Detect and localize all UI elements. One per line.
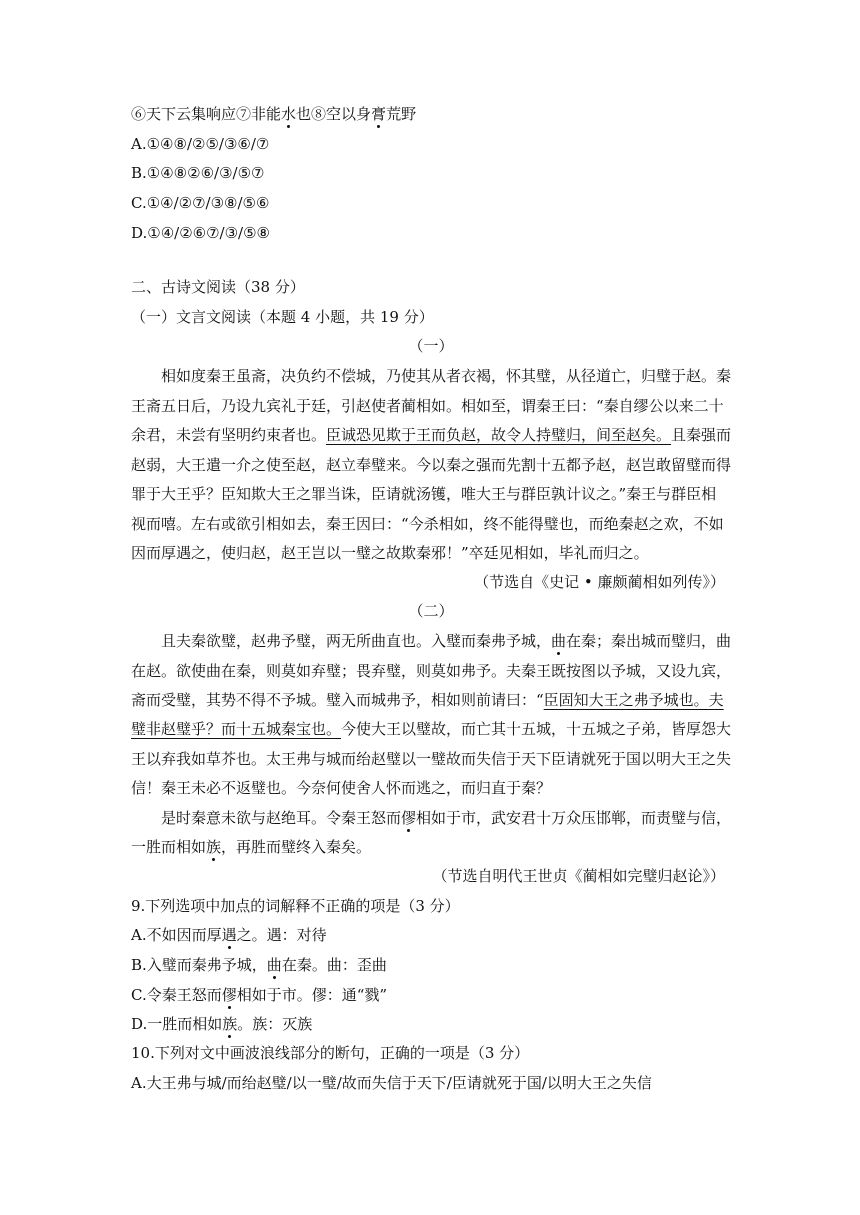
passage-text: 今使大王以璧故，而亡其十五城，十五城之子弟，皆厚怨大 (341, 720, 732, 738)
q9-option-c (131, 985, 731, 1005)
q8-option-a: A.①④⑧/②⑤/③⑥/⑦ (131, 135, 270, 153)
passage-text: 在秦；秦出城而璧归，曲 (566, 632, 732, 650)
q8-text: 荒野 (386, 105, 417, 123)
q8-option-d: D.①④/②⑥⑦/③/⑤⑧ (131, 224, 270, 242)
dotted-char: 族 (222, 1015, 238, 1033)
passage2-line (161, 808, 761, 828)
q9-option-b (131, 955, 731, 975)
passage1-marker: （一） (408, 337, 454, 355)
dotted-char: 曲 (266, 956, 282, 974)
subsection-heading: （一）文言文阅读（本题 4 小题，共 19 分） (131, 308, 434, 326)
q8-text: ⑥天下云集响应⑦非能 (131, 105, 282, 123)
dotted-char: 僇 (221, 986, 237, 1004)
q10-option-a: A.大王弗与城/而绐赵璧/以一璧/故而失信于天下/臣请就死于国/以明大王之失信 (131, 1074, 652, 1092)
passage1-line (131, 425, 731, 445)
passage1-line: 相如度秦王虽斋，决负约不偿城，乃使其从者衣褐，怀其璧，从径道亡，归璧于赵。秦 (161, 367, 732, 385)
passage1-line: 罪于大王乎？臣知欺大王之罪当诛，臣请就汤镬，唯大王与群臣孰计议之。”秦王与群臣相 (131, 485, 717, 503)
passage1-line: 王斋五日后，乃设九宾礼于廷，引赵使者蔺相如。相如至，谓秦王曰：“秦自缪公以来二十 (131, 397, 724, 415)
passage-text: 余君，未尝有坚明约束者也。 (131, 426, 327, 444)
passage2-marker: （二） (408, 602, 454, 620)
passage-text: 斋而受璧，其势不得不予城。璧入而城弗予，相如则前请曰：“ (131, 691, 544, 709)
q9-stem: 9.下列选项中加点的词解释不正确的项是（3 分） (131, 897, 460, 915)
passage-text: 是时秦意未欲与赵绝耳。令秦王怒而 (161, 809, 402, 827)
option-text: 之。遇：对待 (236, 926, 327, 944)
passage-text: 且秦强而 (671, 426, 732, 444)
passage1-source: （节选自《史记 • 廉颇蔺相如列传》） (474, 573, 725, 591)
passage-text: 一胜而相如 (131, 838, 207, 856)
passage-text: ，再胜而璧终入秦矣。 (221, 838, 372, 856)
q8-option-b: B.①④⑧②⑥/③/⑤⑦ (131, 164, 265, 182)
option-text: D.一胜而相如 (131, 1015, 223, 1033)
option-text: 在秦。曲：歪曲 (281, 956, 387, 974)
passage1-line: 视而嘻。左右或欲引相如去，秦王因曰：“今杀相如，终不能得璧也，而绝秦赵之欢，不如 (131, 515, 724, 533)
dotted-char: 族 (206, 838, 222, 856)
passage2-source: （节选自明代王世贞《蔺相如完璧归赵论》） (432, 867, 725, 885)
underlined-sentence: 臣诚恐见欺于王而负赵，故令人持璧归，间至赵矣。 (326, 426, 672, 444)
q10-stem: 10.下列对文中画波浪线部分的断句，正确的一项是（3 分） (131, 1044, 530, 1062)
dotted-char: 水 (281, 105, 297, 123)
section-heading: 二、古诗文阅读（38 分） (131, 278, 305, 296)
option-text: B.入璧而秦弗予城， (131, 956, 267, 974)
dotted-char: 膏 (371, 105, 387, 123)
passage2-line (131, 719, 731, 739)
passage2-line: 在赵。欲使曲在秦，则莫如弃璧；畏弃璧，则莫如弗予。夫秦王既按图以予城，又设九宾， (131, 662, 732, 680)
passage2-line (131, 690, 731, 710)
option-text: A.不如因而厚 (131, 926, 222, 944)
option-text: 相如于市。僇：通“戮” (236, 986, 388, 1004)
option-text: 。族：灭族 (237, 1015, 313, 1033)
q9-option-d (131, 1014, 731, 1034)
passage-text: 且夫秦欲璧，赵弗予璧，两无所曲直也。入璧而秦弗予城， (161, 632, 552, 650)
passage2-line (161, 631, 761, 651)
dotted-char: 曲 (551, 632, 567, 650)
passage2-line: 王以弃我如草芥也。太王弗与城而绐赵璧以一璧故而失信于天下臣请就死于国以明大王之失 (131, 750, 732, 768)
q8-item-line (131, 104, 731, 124)
dotted-char: 遇 (221, 926, 237, 944)
underlined-sentence: 璧非赵璧乎？而十五城秦宝也。 (131, 720, 342, 738)
underlined-sentence: 臣固知大王之弗予城也。夫 (543, 691, 724, 709)
passage1-line: 赵弱，大王遣一介之使至赵，赵立奉璧来。今以秦之强而先割十五都予赵，赵岂敢留璧而得 (131, 456, 732, 474)
passage-text: 相如于市，武安君十万众压邯郸，而责璧与信， (416, 809, 732, 827)
passage1-line: 因而厚遇之，使归赵，赵王岂以一璧之故欺秦邪！”卒廷见相如，毕礼而归之。 (131, 544, 649, 562)
q9-option-a (131, 925, 731, 945)
passage2-line: 信！秦王未必不返璧也。今奈何使舍人怀而逃之，而归直于秦？ (131, 779, 552, 797)
passage2-line (131, 837, 731, 857)
option-text: C.令秦王怒而 (131, 986, 222, 1004)
q8-text: 也⑧空以身 (296, 105, 372, 123)
q8-option-c: C.①④/②⑦/③⑧/⑤⑥ (131, 194, 270, 212)
dotted-char: 僇 (401, 809, 417, 827)
